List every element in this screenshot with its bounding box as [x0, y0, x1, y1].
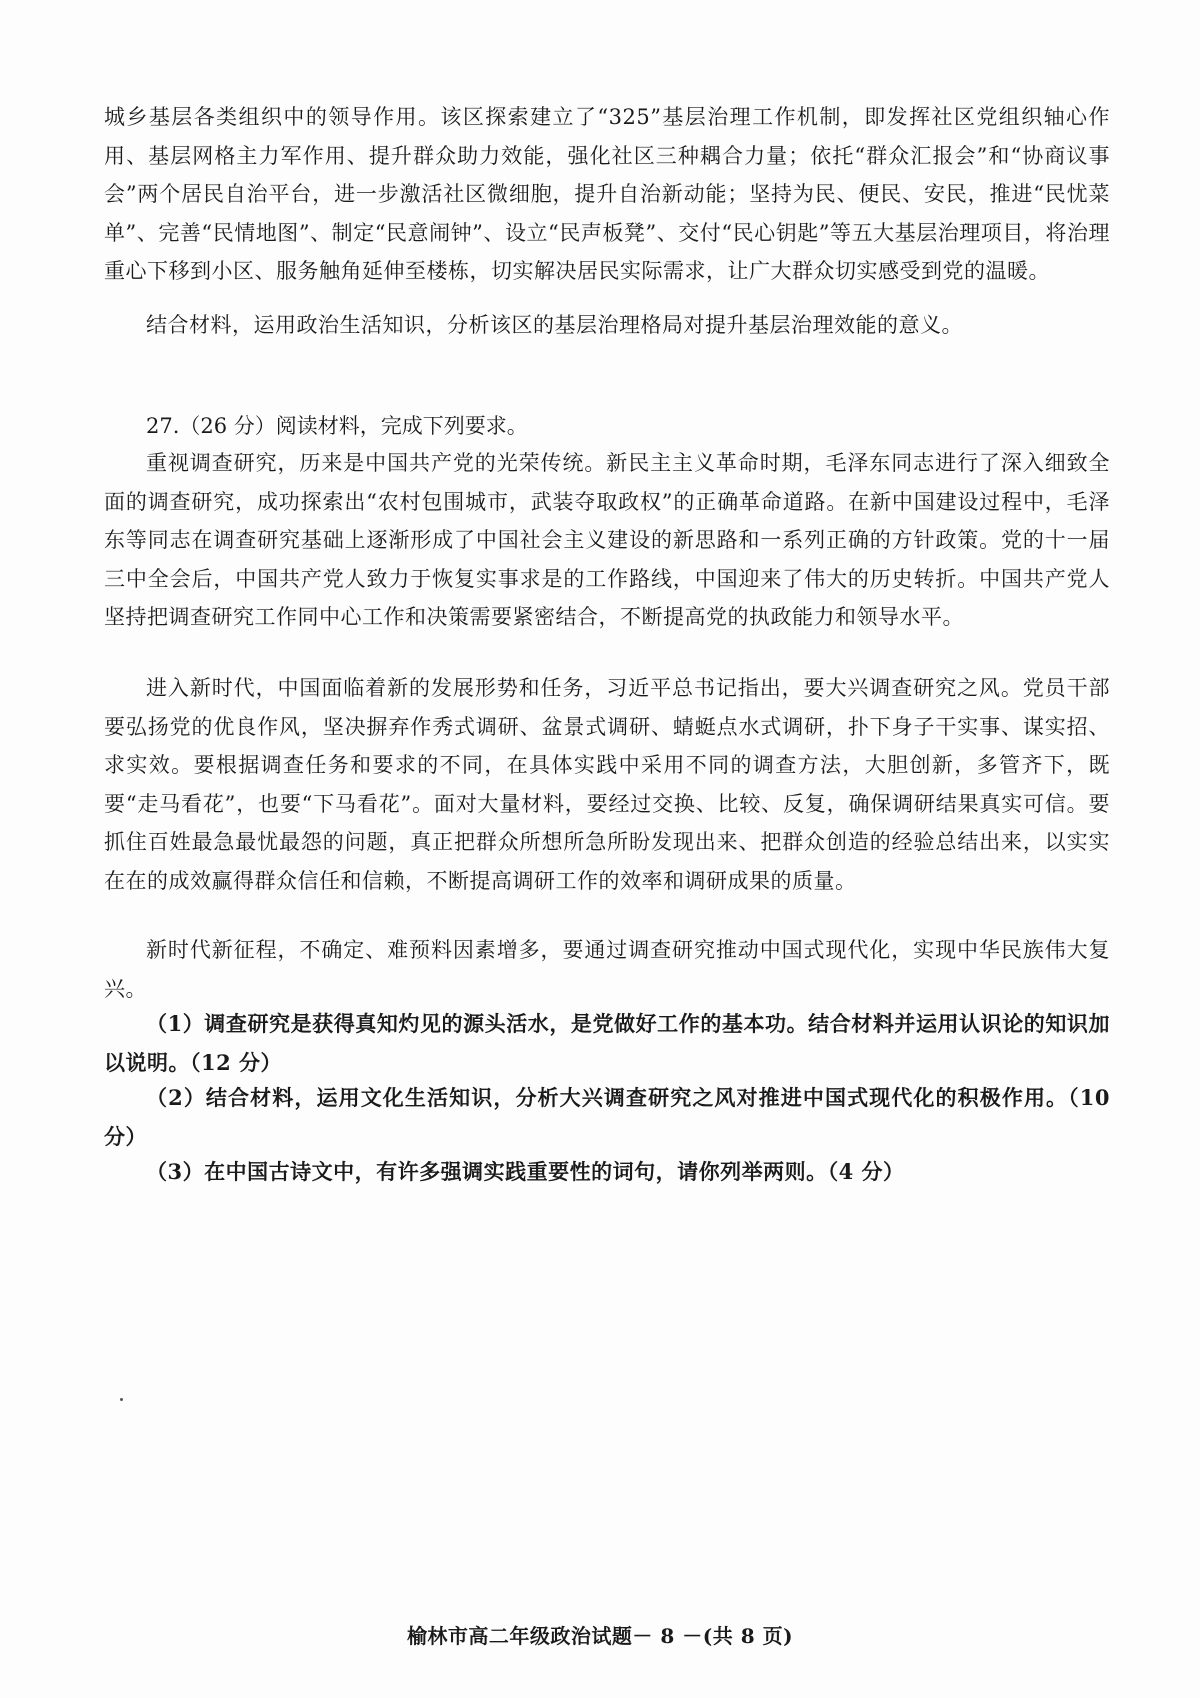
question-27-paragraph-3: 新时代新征程，不确定、难预料因素增多，要通过调查研究推动中国式现代化，实现中华民族伟大复兴。 — [104, 938, 1110, 1001]
question-27-sub-1: （1）调查研究是获得真知灼见的源头活水，是党做好工作的基本功。结合材料并运用认识论的知识加以说明。（12 分） — [104, 1011, 1110, 1075]
question-27-title: 27.（26 分）阅读材料，完成下列要求。 — [146, 414, 528, 438]
page-footer: 榆林市高二年级政治试题－ 8 －(共 8 页) — [406, 1624, 794, 1648]
question-27-paragraph-1: 重视调查研究，历来是中国共产党的光荣传统。新民主主义革命时期，毛泽东同志进行了深入细致全面的调查研究，成功探索出“农村包围城市，武装夺取政权”的正确革命道路。在新中国建设过程中，毛泽东等同志在调查研究基础上逐渐形成了中国社会主义建设的新思路和一系列正确的方针政策。党的十一届三中全会后，中国共产党人致力于恢复实事求是的工作路线，中国迎来了伟大的历史转折。中国共产党人坚持把调查研究工作同中心工作和决策需要紧密结合，不断提高党的执政能力和领导水平。 — [104, 451, 1110, 629]
scan-speck — [120, 1398, 123, 1401]
question-26-prompt: 结合材料，运用政治生活知识，分析该区的基层治理格局对提升基层治理效能的意义。 — [146, 313, 963, 337]
question-27-sub-2: （2）结合材料，运用文化生活知识，分析大兴调查研究之风对推进中国式现代化的积极作用。（10 分） — [104, 1085, 1110, 1149]
question-27-paragraph-2: 进入新时代，中国面临着新的发展形势和任务，习近平总书记指出，要大兴调查研究之风。党员干部要弘扬党的优良作风，坚决摒弃作秀式调研、盆景式调研、蜻蜓点水式调研，扑下身子干实事、谋实招、求实效。要根据调查任务和要求的不同，在具体实践中采用不同的调查方法，大胆创新，多管齐下，既要“走马看花”，也要“下马看花”。面对大量材料，要经过交换、比较、反复，确保调研结果真实可信。要抓住百姓最急最忧最怨的问题，真正把群众所想所急所盼发现出来、把群众创造的经验总结出来，以实实在在的成效赢得群众信任和信赖，不断提高调研工作的效率和调研成果的质量。 — [104, 676, 1110, 893]
material-26-paragraph: 城乡基层各类组织中的领导作用。该区探索建立了“325”基层治理工作机制，即发挥社区党组织轴心作用、基层网格主力军作用、提升群众助力效能，强化社区三种耦合力量；依托“群众汇报会”和“协商议事会”两个居民自治平台，进一步激活社区微细胞，提升自治新动能；坚持为民、便民、安民，推进“民忧菜单”、完善“民情地图”、制定“民意闹钟”、设立“民声板凳”、交付“民心钥匙”等五大基层治理项目，将治理重心下移到小区、服务触角延伸至楼栋，切实解决居民实际需求，让广大群众切实感受到党的温暖。 — [104, 105, 1110, 283]
question-27-sub-3: （3）在中国古诗文中，有许多强调实践重要性的词句，请你列举两则。（4 分） — [146, 1159, 905, 1184]
